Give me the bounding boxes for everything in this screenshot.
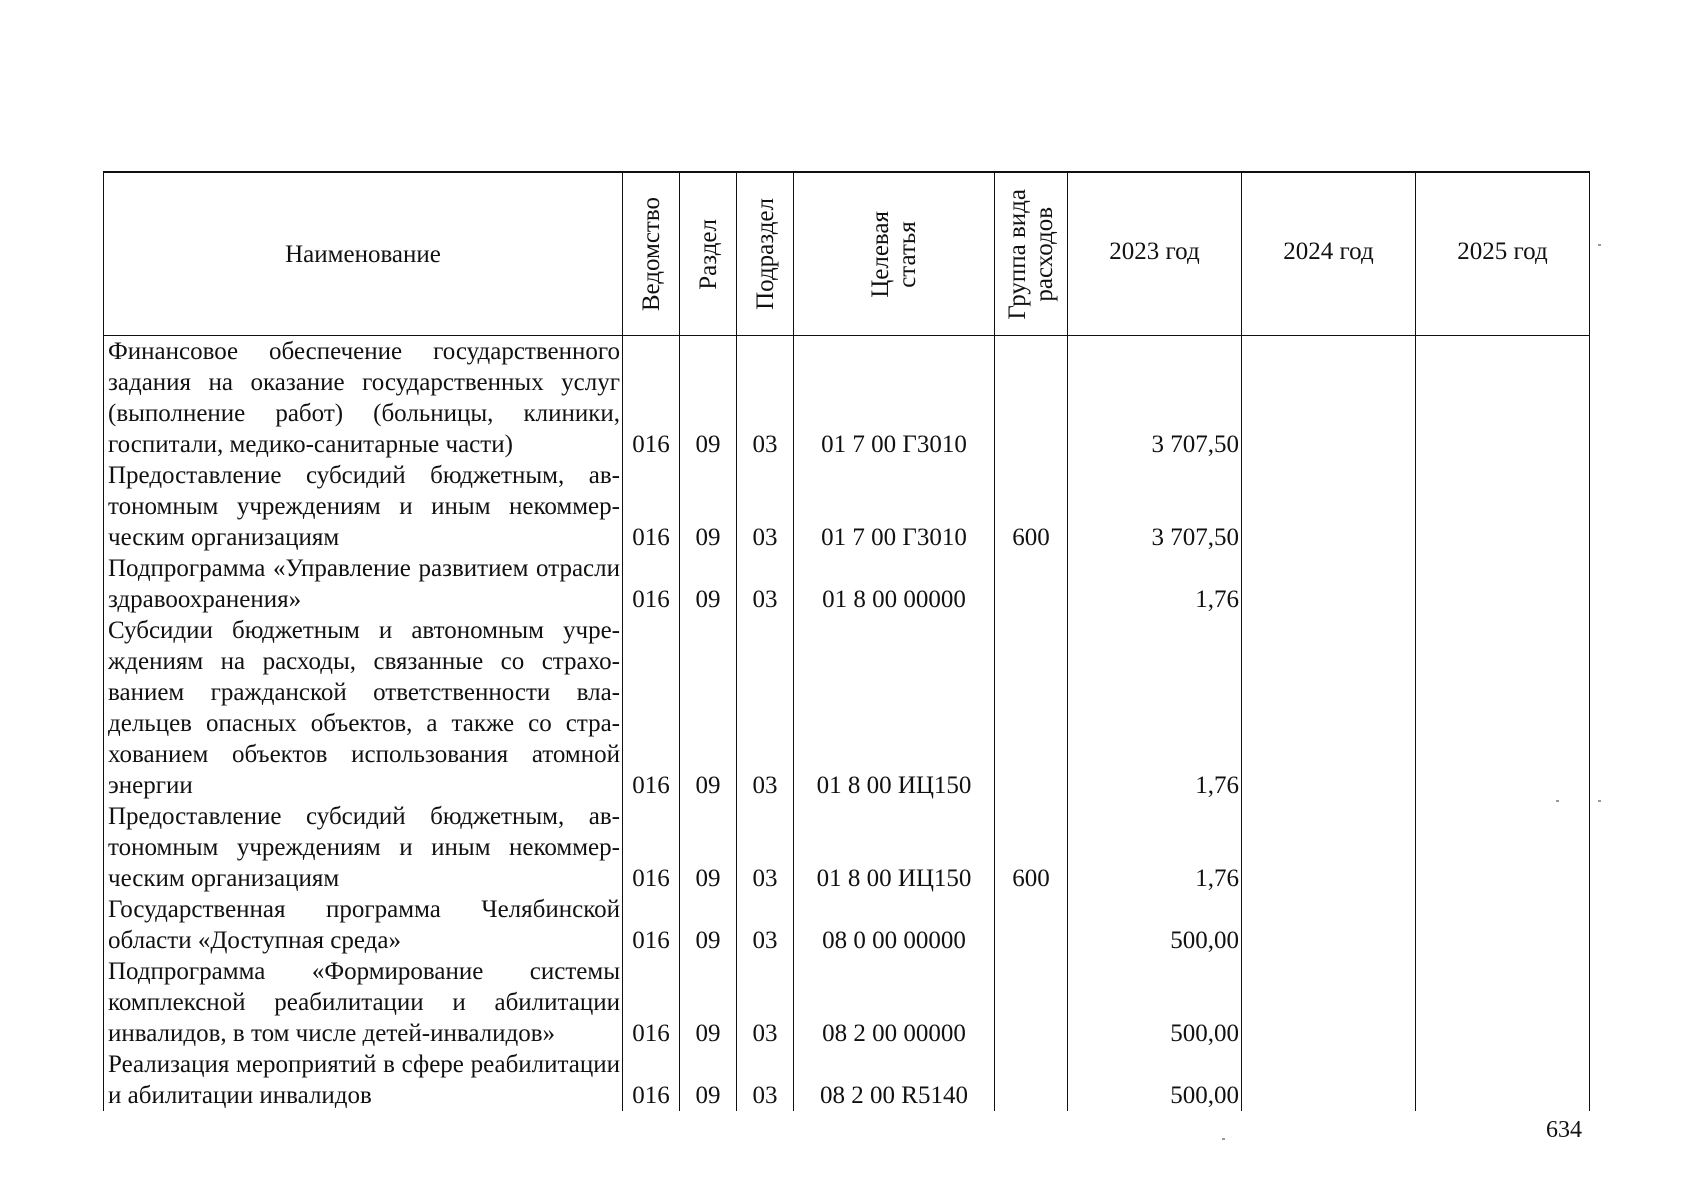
row-name: Государственная программа Челябинской области «Доступная среда»: [104, 894, 623, 956]
row-name: Подпрограмма «Формирование системы комплексной реабилитации и абилитации инвалидов, в том числе детей-инвалидов»: [104, 956, 623, 1049]
row-celevaya-statya: 01 7 00 Г3010: [794, 336, 995, 461]
table-header-row: [104, 172, 1590, 336]
row-razdel: 09: [680, 336, 737, 461]
row-vedomstvo: 016: [623, 894, 680, 956]
row-razdel: 09: [680, 460, 737, 553]
row-razdel: 09: [680, 1049, 737, 1111]
row-celevaya-statya: 01 8 00 00000: [794, 553, 995, 615]
row-2023: 1,76: [1068, 615, 1242, 801]
row-gruppa: [995, 1049, 1068, 1111]
scan-speck: [1598, 244, 1601, 246]
header-2024: 2024 год: [1242, 172, 1416, 336]
row-2024: [1242, 615, 1416, 801]
row-gruppa: 600: [995, 801, 1068, 894]
row-vedomstvo: 016: [623, 553, 680, 615]
row-2025: [1416, 460, 1590, 553]
row-gruppa: [995, 894, 1068, 956]
header-podrazdel-text: Подраздел: [751, 198, 779, 310]
table-row: [104, 553, 1590, 615]
row-2025: [1416, 894, 1590, 956]
row-celevaya-statya: 08 2 00 00000: [794, 956, 995, 1049]
row-gruppa: [995, 956, 1068, 1049]
table-body: [104, 336, 1590, 1112]
row-gruppa: [995, 336, 1068, 461]
row-razdel: 09: [680, 801, 737, 894]
row-razdel: 09: [680, 894, 737, 956]
header-name: Наименование: [104, 172, 623, 336]
row-podrazdel: 03: [737, 894, 794, 956]
row-celevaya-statya: 08 0 00 00000: [794, 894, 995, 956]
row-podrazdel: 03: [737, 553, 794, 615]
budget-table: [103, 171, 1590, 1111]
row-celevaya-statya: 01 8 00 ИЦ150: [794, 801, 995, 894]
header-vedomstvo-text: Ведомство: [637, 196, 665, 312]
table-row: [104, 615, 1590, 801]
row-podrazdel: 03: [737, 336, 794, 461]
row-2024: [1242, 894, 1416, 956]
row-razdel: 09: [680, 615, 737, 801]
header-celevaya-text: Целевая статья: [867, 210, 921, 298]
scan-speck: [1222, 1138, 1225, 1140]
header-razdel-text: Раздел: [694, 218, 722, 290]
row-2023: 1,76: [1068, 553, 1242, 615]
row-2025: [1416, 1049, 1590, 1111]
header-celevaya-statya: [794, 172, 995, 336]
row-gruppa: 600: [995, 460, 1068, 553]
row-name: Предоставление субсидий бюджетным, автономным учреждениям и иным некоммерческим организациям: [104, 801, 623, 894]
row-podrazdel: 03: [737, 460, 794, 553]
row-razdel: 09: [680, 956, 737, 1049]
row-2024: [1242, 336, 1416, 461]
row-name: Подпрограмма «Управление развитием отрасли здравоохранения»: [104, 553, 623, 615]
row-razdel: 09: [680, 553, 737, 615]
row-celevaya-statya: 01 8 00 ИЦ150: [794, 615, 995, 801]
header-gruppa-text: Группа вида расходов: [1004, 188, 1058, 320]
header-2025: 2025 год: [1416, 172, 1590, 336]
row-vedomstvo: 016: [623, 801, 680, 894]
page-number: 634: [1546, 1117, 1582, 1143]
row-vedomstvo: 016: [623, 1049, 680, 1111]
row-2025: [1416, 956, 1590, 1049]
table-row: [104, 801, 1590, 894]
row-podrazdel: 03: [737, 956, 794, 1049]
row-gruppa: [995, 615, 1068, 801]
header-razdel: [680, 172, 737, 336]
row-2025: [1416, 615, 1590, 801]
row-2024: [1242, 956, 1416, 1049]
row-vedomstvo: 016: [623, 460, 680, 553]
table-row: [104, 894, 1590, 956]
row-2023: 1,76: [1068, 801, 1242, 894]
row-name: Предоставление субсидий бюджетным, автономным учреждениям и иным некоммерческим организациям: [104, 460, 623, 553]
header-2023: 2023 год: [1068, 172, 1242, 336]
row-2023: 500,00: [1068, 894, 1242, 956]
row-vedomstvo: 016: [623, 956, 680, 1049]
row-podrazdel: 03: [737, 801, 794, 894]
row-celevaya-statya: 08 2 00 R5140: [794, 1049, 995, 1111]
row-2023: 500,00: [1068, 1049, 1242, 1111]
row-name: Реализация мероприятий в сфере реабилитации и абилитации инвалидов: [104, 1049, 623, 1111]
row-2024: [1242, 1049, 1416, 1111]
scan-speck: [1556, 800, 1559, 802]
row-2025: [1416, 553, 1590, 615]
table-row: [104, 1049, 1590, 1111]
row-podrazdel: 03: [737, 1049, 794, 1111]
header-podrazdel: [737, 172, 794, 336]
row-vedomstvo: 016: [623, 336, 680, 461]
row-name: Финансовое обеспечение государственного задания на оказание государственных услуг (выполнение работ) (больницы, клиники, госпитали, медико-санитарные части): [104, 336, 623, 461]
row-2024: [1242, 460, 1416, 553]
row-gruppa: [995, 553, 1068, 615]
row-2023: 500,00: [1068, 956, 1242, 1049]
row-celevaya-statya: 01 7 00 Г3010: [794, 460, 995, 553]
table-row: [104, 956, 1590, 1049]
row-podrazdel: 03: [737, 615, 794, 801]
table-row: [104, 460, 1590, 553]
table-row: [104, 336, 1590, 461]
row-2025: [1416, 801, 1590, 894]
header-vedomstvo: [623, 172, 680, 336]
row-2023: 3 707,50: [1068, 336, 1242, 461]
header-gruppa-vida-rashodov: [995, 172, 1068, 336]
row-2023: 3 707,50: [1068, 460, 1242, 553]
scan-speck: [1598, 800, 1601, 802]
row-2024: [1242, 553, 1416, 615]
row-2024: [1242, 801, 1416, 894]
row-2025: [1416, 336, 1590, 461]
row-vedomstvo: 016: [623, 615, 680, 801]
row-name: Субсидии бюджетным и автономным учреждениям на расходы, связанные со страхованием гражданской ответственности владельцев опасных объектов, а также со страхованием объектов использования атомной энергии: [104, 615, 623, 801]
